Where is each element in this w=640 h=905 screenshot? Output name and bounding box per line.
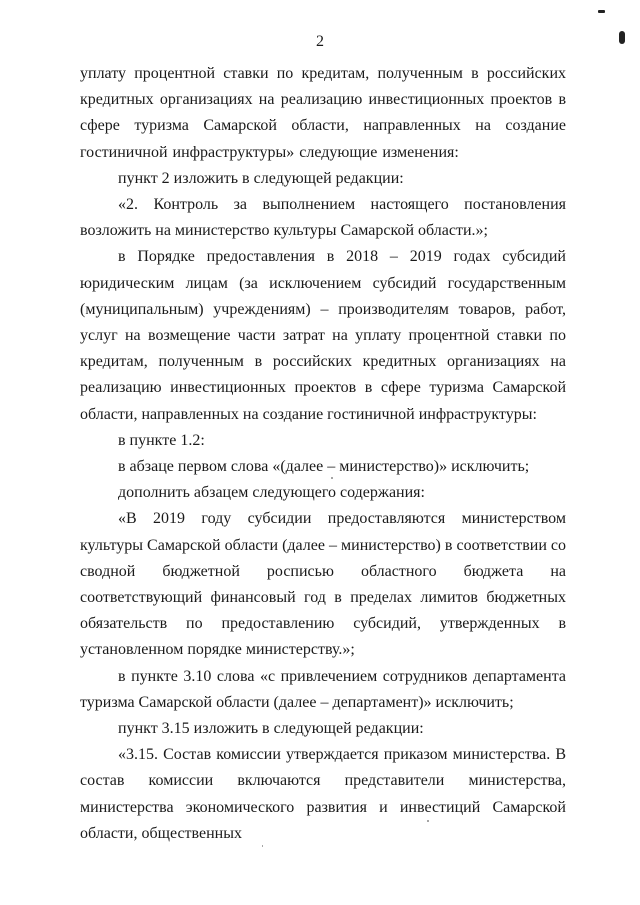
- paragraph-item-2-intro: пункт 2 изложить в следующей редакции:: [118, 169, 404, 187]
- paragraph-point-3-15-text: «3.15. Состав комиссии утверждается приказом министерства. В состав комиссии включаются представители министерства, министерства экономического развития и инвестиций Самарской области, общественных: [80, 746, 566, 842]
- document-body: [80, 61, 566, 847]
- scan-mark-dash: [598, 10, 605, 13]
- paragraph-first-abzac: в абзаце первом слова «(далее – министерство)» исключить;: [118, 458, 530, 476]
- paragraph-point-1-2: в пункте 1.2:: [118, 431, 205, 449]
- paragraph-quote-2019: «В 2019 году субсидии предоставляются министерством культуры Самарской области (далее – министерство) в соответствии со сводной бюджетной росписью областного бюджета на соответствующий финансовый год в пределах лимитов бюджетных обязательств по предоставлению субсидий, утвержденных в установленном порядке министерству.»;: [80, 510, 566, 659]
- paragraph-point-3-10: в пункте 3.10 слова «с привлечением сотрудников департамента туризма Самарской области (далее – департамент)» исключить;: [80, 667, 566, 711]
- page-number: 2: [316, 33, 324, 50]
- paragraph-continuation: уплату процентной ставки по кредитам, полученным в российских кредитных организациях на реализацию инвестиционных проектов в сфере туризма Самарской области, направленных на создание гостиничной инфраструктуры» следующие изменения:: [80, 65, 566, 161]
- paragraph-add-abzac: дополнить абзацем следующего содержания:: [118, 484, 425, 502]
- paragraph-item-2-text: «2. Контроль за выполнением настоящего постановления возложить на министерство культуры Самарской области.»;: [80, 196, 566, 240]
- paragraph-point-3-15-intro: пункт 3.15 изложить в следующей редакции:: [118, 720, 424, 738]
- paragraph-procedure: в Порядке предоставления в 2018 – 2019 годах субсидий юридическим лицам (за исключением субсидий государственным (муниципальным) учреждениям) – производителям товаров, работ, услуг на возмещение части затрат на уплату процентной ставки по кредитам, полученным в российских кредитных организациях на реализацию инвестиционных проектов в сфере туризма Самарской области, направленных на создание гостиничной инфраструктуры:: [80, 248, 566, 423]
